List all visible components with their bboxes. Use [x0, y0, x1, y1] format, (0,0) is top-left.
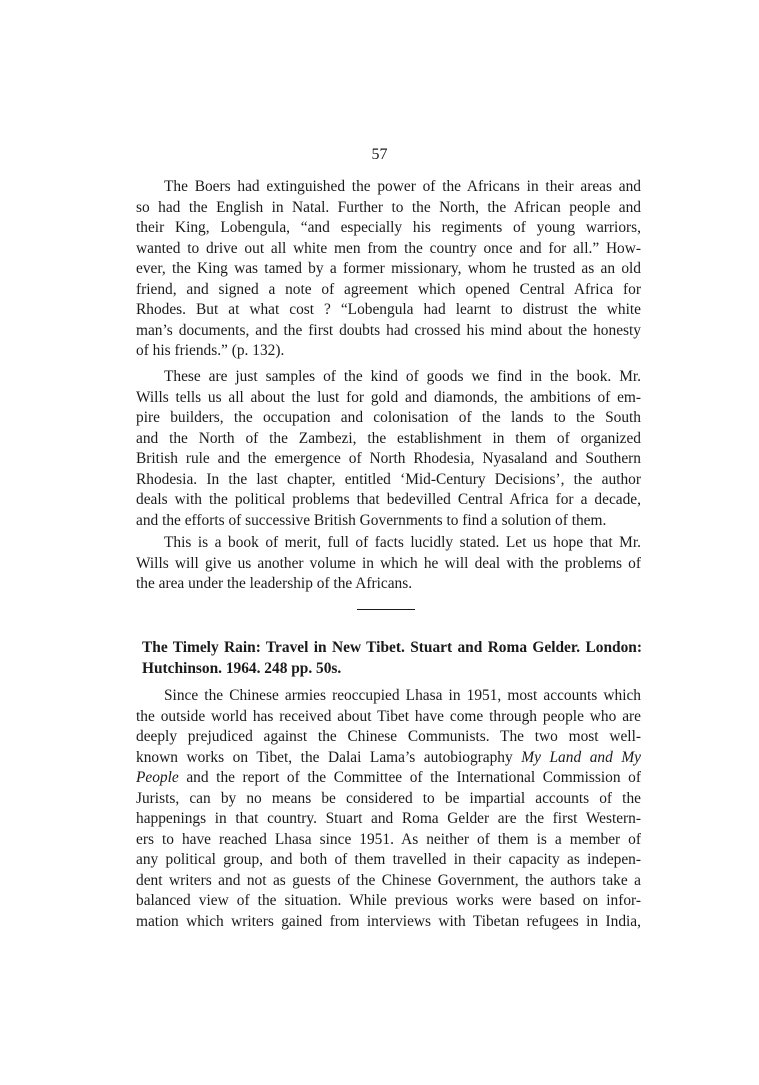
text-line: Rhodesia. In the last chapter, entitled ‘Mid-Century Decisions’, the author [136, 470, 641, 488]
text-line: deals with the political problems that bedevilled Central Africa for a decade, [136, 491, 641, 508]
text-line: the area under the leadership of the Africans. [136, 575, 413, 592]
text-line: These are just samples of the kind of goods we find in the book. Mr. [164, 368, 641, 385]
text-line: This is a book of merit, full of facts lucidly stated. Let us hope that Mr. [164, 534, 641, 551]
paragraph-merit [136, 533, 641, 595]
book-title: People [136, 769, 179, 786]
text-fragment: known works on Tibet, the Dalai Lama’s autobiography [136, 748, 513, 766]
text-line: any political group, and both of them travelled in their capacity as indepen- [136, 851, 641, 868]
text-line: balanced view of the situation. While previous works were based on infor- [136, 892, 641, 909]
text-line: wanted to drive out all white men from the country once and for all.” How- [136, 239, 641, 257]
text-line: friend, and signed a note of agreement which opened Central Africa for [136, 280, 641, 298]
text-fragment: and the report of the Committee of the International Commission of [186, 769, 641, 786]
paragraph-samples [136, 367, 641, 531]
text-line: pire builders, the occupation and colonisation of the lands to the South [136, 409, 641, 426]
text-line: and the efforts of successive British Governments to find a solution of them. [136, 511, 607, 529]
text-line: the outside world has received about Tibet have come through people who are [136, 707, 641, 725]
text-line: man’s documents, and the first doubts had crossed his mind about the honesty [136, 321, 641, 339]
text-line: of his friends.” (p. 132). [136, 342, 285, 359]
text-line: deeply prejudiced against the Chinese Communists. The two most well- [136, 728, 641, 745]
text-line [136, 748, 641, 769]
book-title: My Land and My [521, 748, 642, 766]
text-line: ever, the King was tamed by a former missionary, whom he trusted as an old [136, 260, 641, 277]
review-heading [142, 638, 642, 679]
heading-line: Hutchinson. 1964. 248 pp. 50s. [142, 659, 342, 677]
text-line: British rule and the emergence of North Rhodesia, Nyasaland and Southern [136, 450, 641, 467]
text-line: The Boers had extinguished the power of the Africans in their areas and [164, 178, 641, 195]
text-line: ers to have reached Lhasa since 1951. As neither of them is a member of [136, 830, 641, 848]
text-line: Rhodes. But at what cost ? “Lobengula had learnt to distrust the white [136, 301, 641, 318]
text-line: mation which writers gained from interviews with Tibetan refugees in India, [136, 912, 641, 930]
paragraph-boers [136, 177, 641, 362]
heading-line: The Timely Rain: Travel in New Tibet. Stuart and Roma Gelder. London: [142, 639, 642, 656]
paragraph-review [136, 686, 641, 932]
text-line: Jurists, can by no means be considered to be impartial accounts of the [136, 789, 641, 807]
text-line: and the North of the Zambezi, the establishment in them of organized [136, 429, 641, 447]
text-line: Since the Chinese armies reoccupied Lhasa in 1951, most accounts which [164, 687, 641, 704]
text-line [136, 768, 641, 789]
text-line: their King, Lobengula, “and especially his regiments of young warriors, [136, 219, 641, 236]
text-line: so had the English in Natal. Further to the North, the African people and [136, 198, 641, 216]
text-line: Wills will give us another volume in which he will deal with the problems of [136, 554, 641, 572]
text-line: happenings in that country. Stuart and Roma Gelder are the first Western- [136, 810, 641, 827]
text-line: dent writers and not as guests of the Chinese Government, the authors take a [136, 871, 641, 889]
text-line: Wills tells us all about the lust for gold and diamonds, the ambitions of em- [136, 388, 641, 406]
page-number: 57 [371, 146, 388, 163]
section-divider [357, 609, 415, 610]
